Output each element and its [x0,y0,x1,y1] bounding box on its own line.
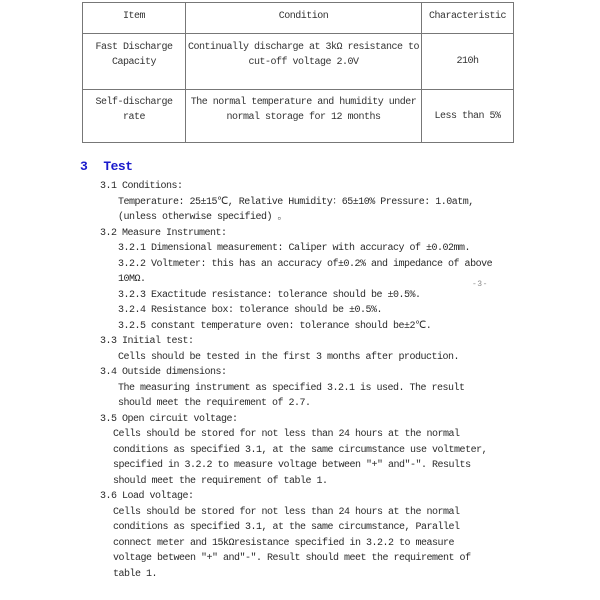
body-line: 3.2 Measure Instrument: [100,227,227,239]
section-title: Test [103,159,133,174]
col-header-characteristic: Characteristic [422,3,514,34]
cell-text-line: Self-discharge [95,96,173,108]
cell-text-line: Fast Discharge [95,42,173,53]
body-line: 3.6 Load voltage: [100,491,194,502]
table-header-row [83,3,514,34]
cell-text-line: rate [122,111,145,123]
body-line: voltage between ″+″ and″-″. Result should meet the requirement of [113,553,471,564]
body-line: table 1. [113,568,158,580]
body-line: Cells should be stored for not less than 24 hours at the normal [113,429,460,440]
body-line: Cells should be stored for not less than 24 hours at the normal [113,506,460,518]
body-text [0,157,600,582]
cell-text-line: The normal temperature and humidity under [190,96,417,108]
cell-text-line: normal storage for 12 months [226,111,381,123]
body-line: 3.2.3 Exactitude resistance: tolerance should be ±0.5%. [118,289,421,301]
body-line: conditions as specified 3.1, at the same circumstance, Parallel [113,522,460,533]
body-line: 10MΩ. [118,274,146,285]
body-line: 3.2.2 Voltmeter: this has an accuracy of±0.2% and impedance of above [118,258,493,270]
body-line: 3.2.1 Dimensional measurement: Caliper with accuracy of ±0.02mm. [118,243,471,254]
body-line: 3.5 Open circuit voltage: [100,413,238,425]
col-header-condition: Condition [186,3,422,34]
col-header-item: Item [83,3,186,34]
body-line: 3.2.4 Resistance box: tolerance should be ±0.5%. [118,305,383,316]
body-line: Temperature: 25±15℃, Relative Humidity：65±10% Pressure: 1.0atm, [118,196,474,208]
page-number: -3- [472,280,488,289]
body-line: 3.2.5 constant temperature oven: tolerance should be±2℃. [118,320,432,332]
body-line: 3.1 Conditions: [100,181,183,192]
body-line: should meet the requirement of table 1. [113,475,328,487]
cell-characteristic-fast-discharge: 210h [422,34,514,90]
body-line: should meet the requirement of 2.7. [118,398,311,409]
cell-text-line: cut-off voltage 2.0V [248,57,359,68]
body-line: 3.3 Initial test: [100,336,194,347]
cell-item-self-discharge [83,90,186,143]
body-line: Cells should be tested in the first 3 months after production. [118,351,460,363]
cell-condition-fast-discharge [186,34,422,90]
body-line: 3.4 Outside dimensions: [100,367,227,378]
cell-text-line: Continually discharge at 3kΩ resistance to [187,42,420,53]
spec-table [82,2,514,143]
body-line: specified in 3.2.2 to measure voltage between ″+″ and″-″. Results [113,460,471,471]
body-line: (unless otherwise specified) 。 [118,212,288,223]
body-line: conditions as specified 3.1, at the same circumstance use voltmeter, [113,444,488,456]
cell-condition-self-discharge [186,90,422,143]
cell-item-fast-discharge [83,34,186,90]
cell-characteristic-self-discharge: Less than 5% [422,90,514,143]
table-row [83,34,514,90]
section-number: 3 [80,159,88,174]
table-row [83,90,514,143]
section-heading [80,157,600,176]
body-line: connect meter and 15kΩresistance specified in 3.2.2 to measure [113,537,455,549]
body-line: The measuring instrument as specified 3.2.1 is used. The result [118,382,465,394]
cell-text-line: Capacity [111,57,156,68]
